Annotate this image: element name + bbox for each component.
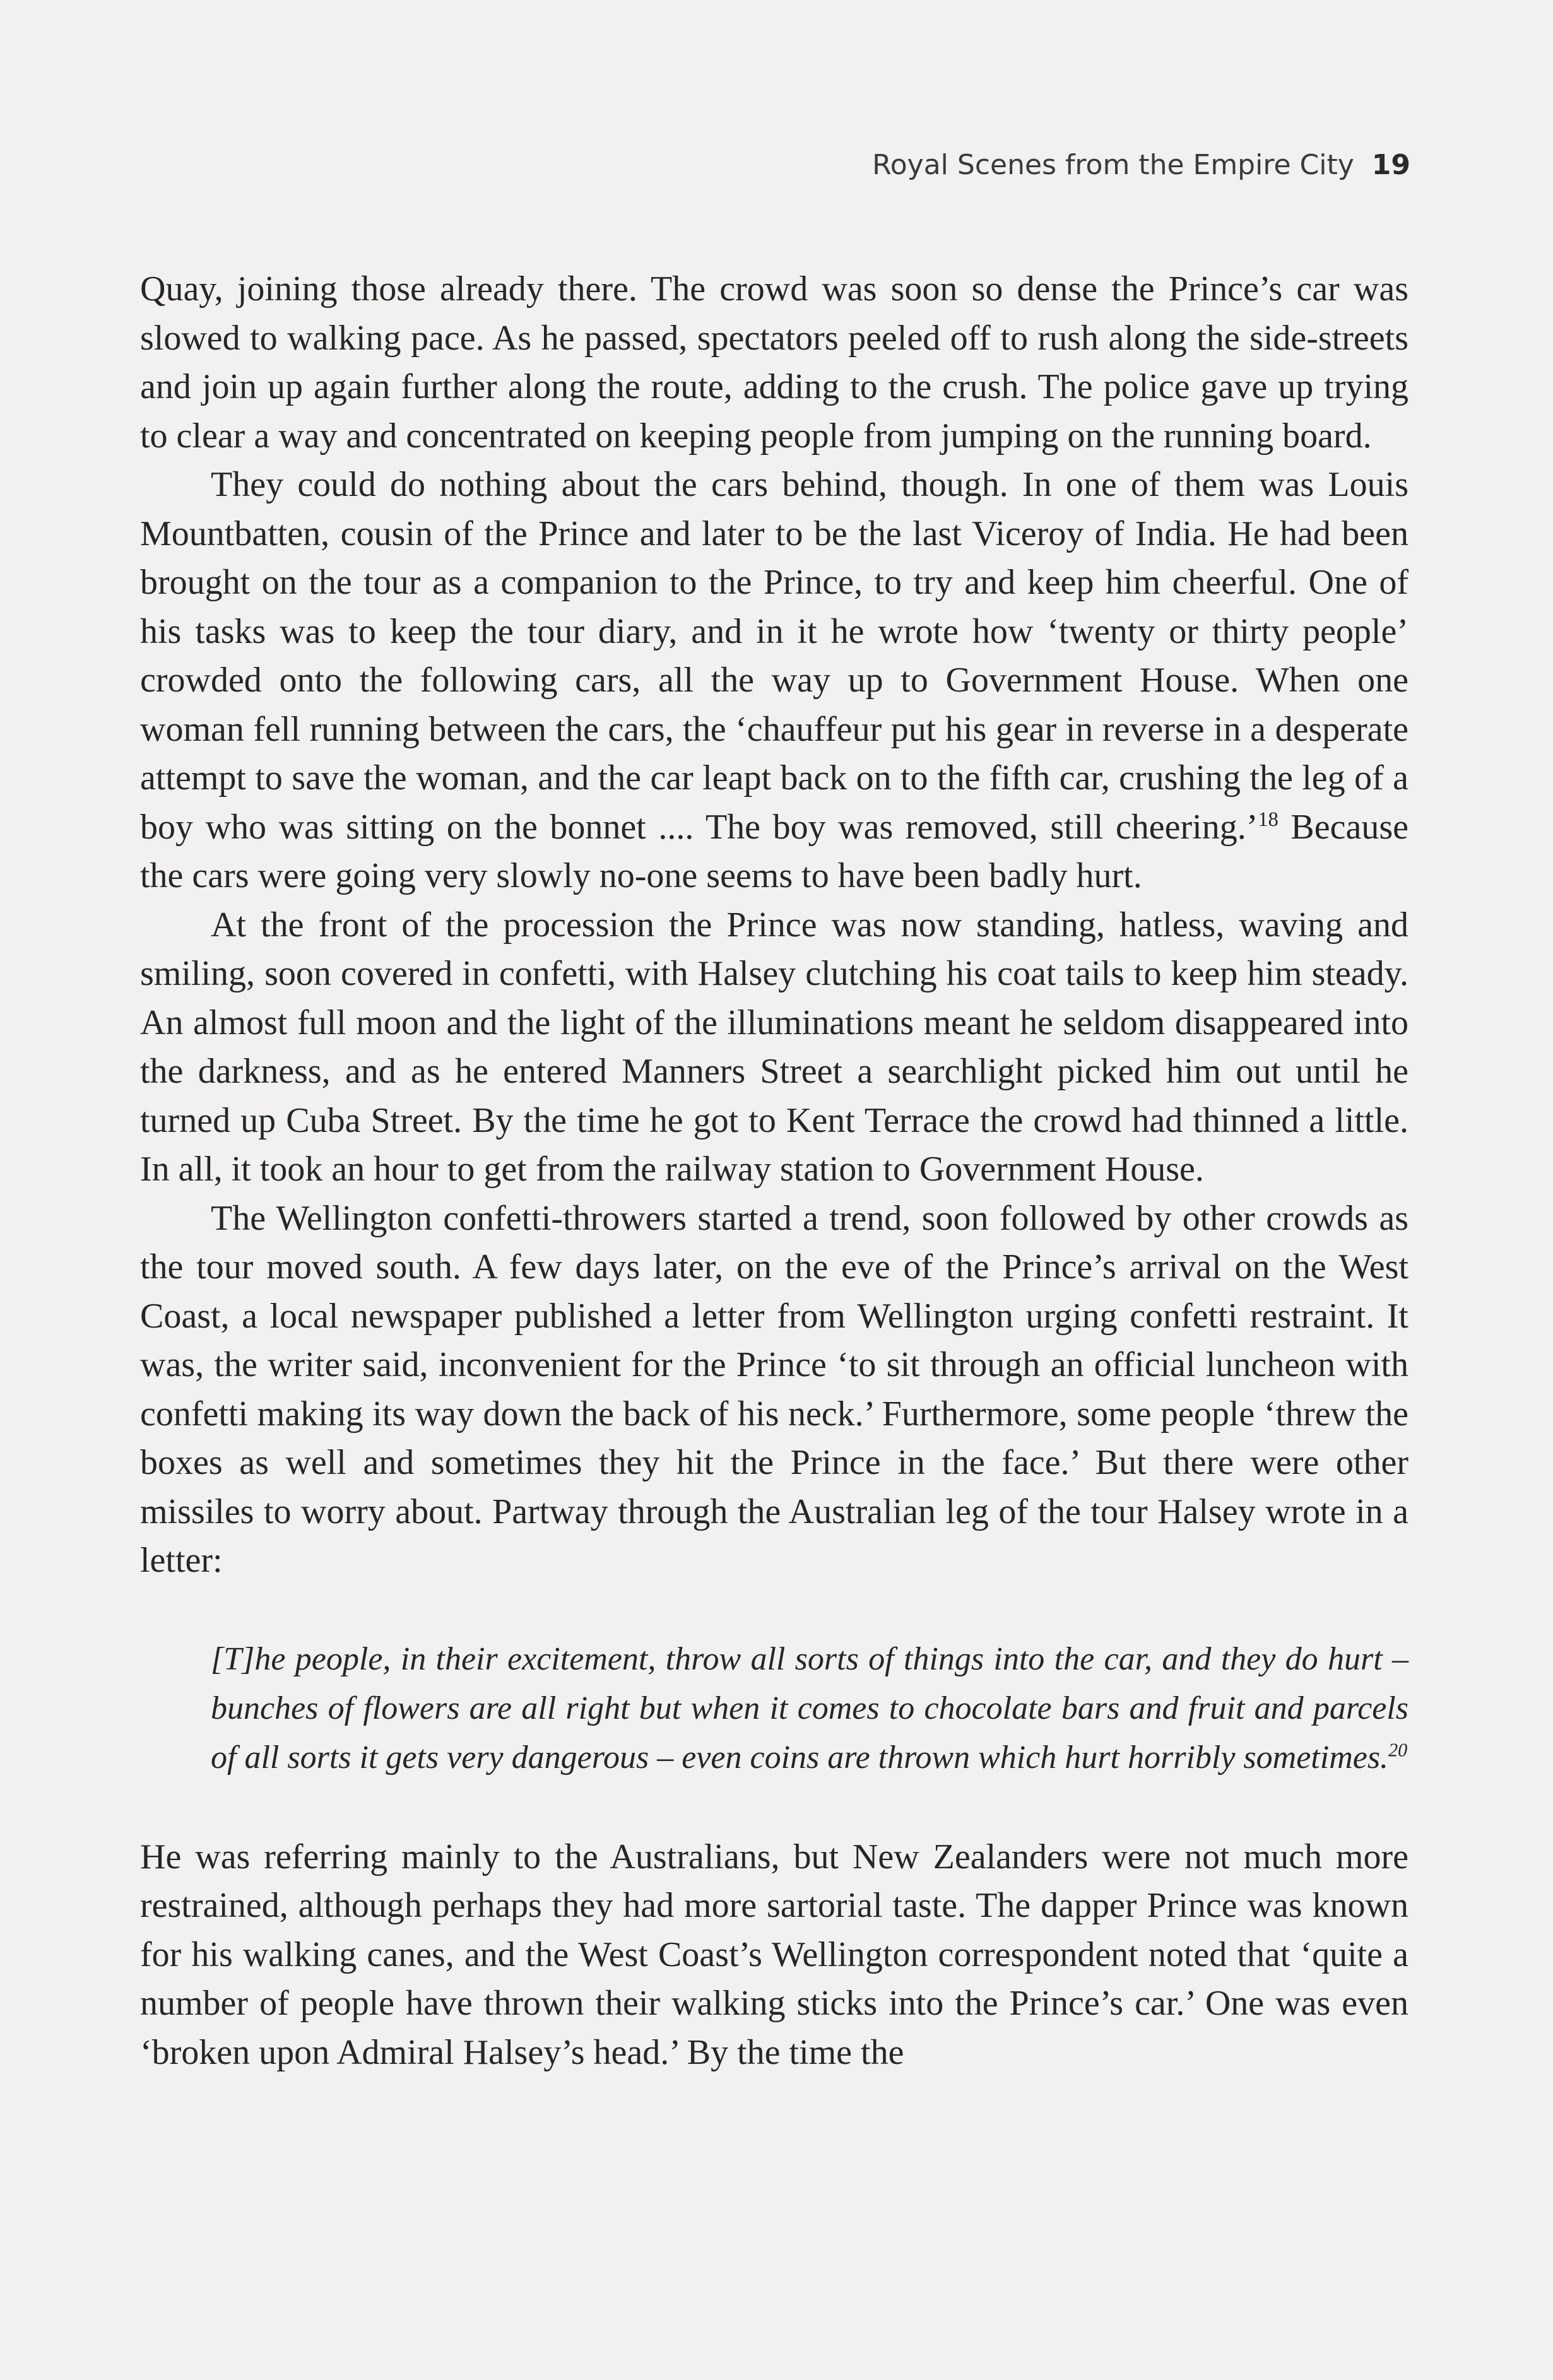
page-number: 19 (1371, 149, 1410, 181)
paragraph-2-text-before: They could do nothing about the cars behind, though. In one of them was Louis Mountbatten, cousin of the Prince and later to be the last Viceroy of India. He had been brought on the tour as a companion to the Prince, to try and keep him cheerful. One of his tasks was to keep the tour diary, and in it he wrote how ‘twenty or thirty people’ crowded onto the following cars, all the way up to Government House. When one woman fell running between the cars, the ‘chauffeur put his gear in reverse in a desperate attempt to save the woman, and the car leapt back on to the fifth car, crushing the leg of a boy who was sitting on the bonnet .... The boy was removed, still cheering.’ (140, 465, 1408, 847)
body-text (140, 265, 1408, 2077)
paragraph-2-text-after: Because the cars were going very slowly no-one seems to have been badly hurt. (140, 807, 1408, 895)
footnote-ref-20: 20 (1388, 1738, 1408, 1760)
running-title: Royal Scenes from the Empire City (872, 149, 1354, 181)
quote-body: [T]he people, in their excitement, throw all sorts of things into the car, and they do hurt – bunches of flowers are all right but when it comes to chocolate bars and fruit and parcels of all sorts it gets very dangerous – even coins are thrown which hurt horribly sometimes. (211, 1641, 1408, 1776)
paragraph-1: Quay, joining those already there. The crowd was soon so dense the Prince’s car was slowed to walking pace. As he passed, spectators peeled off to rush along the side-streets and join up again further along the route, adding to the crush. The police gave up trying to clear a way and concentrated on keeping people from jumping on the running board. (140, 269, 1408, 456)
paragraph-3: At the front of the procession the Prince was now standing, hatless, waving and smiling, soon covered in confetti, with Halsey clutching his coat tails to keep him steady. An almost full moon and the light of the illuminations meant he seldom disappeared into the darkness, and as he entered Manners Street a searchlight picked him out until he turned up Cuba Street. By the time he got to Kent Terrace the crowd had thinned a little. In all, it took an hour to get from the railway station to Government House. (140, 905, 1408, 1189)
paragraph-2 (140, 461, 1408, 901)
running-head (872, 149, 1410, 181)
paragraph-5: He was referring mainly to the Australians, but New Zealanders were not much more restrained, although perhaps they had more sartorial taste. The dapper Prince was known for his walking canes, and the West Coast’s Wellington correspondent noted that ‘quite a number of people have thrown their walking sticks into the Prince’s car.’ One was even ‘broken upon Admiral Halsey’s head.’ By the time the (140, 1837, 1408, 2072)
quote-text (211, 1635, 1408, 1782)
block-quote (211, 1635, 1408, 1782)
paragraph-4: The Wellington confetti-throwers started a trend, soon followed by other crowds as the tour moved south. A few days later, on the eve of the Prince’s arrival on the West Coast, a local newspaper published a letter from Wellington urging confetti restraint. It was, the writer said, inconvenient for the Prince ‘to sit through an official luncheon with confetti making its way down the back of his neck.’ Furthermore, some people ‘threw the boxes as well and sometimes they hit the Prince in the face.’ But there were other missiles to worry about. Partway through the Australian leg of the tour Halsey wrote in a letter: (140, 1198, 1408, 1580)
footnote-ref-18: 18 (1258, 808, 1278, 831)
